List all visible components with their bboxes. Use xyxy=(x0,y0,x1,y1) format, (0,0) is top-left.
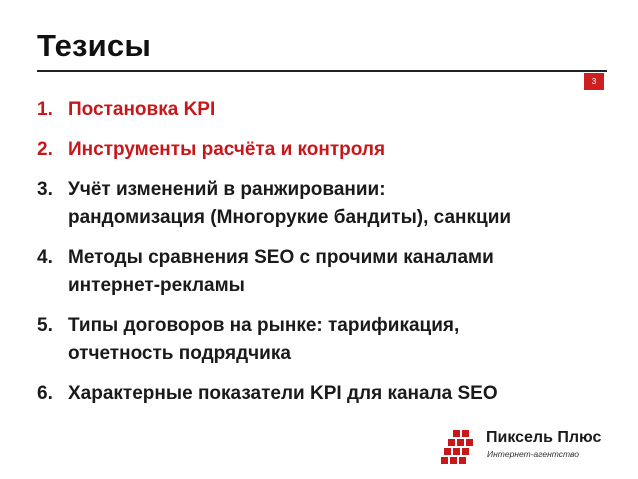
item-text-line: Методы сравнения SEO с прочими каналами xyxy=(68,247,494,268)
thesis-list xyxy=(37,96,607,420)
item-number: 3. xyxy=(37,179,53,200)
item-text-line: Инструменты расчёта и контроля xyxy=(68,139,386,160)
list-item xyxy=(37,312,607,368)
logo-name: Пиксель Плюс xyxy=(486,429,602,446)
title-divider xyxy=(37,70,607,72)
item-text-line: рандомизация (Многорукие бандиты), санкции xyxy=(68,207,512,228)
company-logo xyxy=(440,428,620,468)
list-item xyxy=(37,176,607,232)
item-text-line: интернет-рекламы xyxy=(68,275,245,296)
item-text xyxy=(68,380,607,408)
pixel-plus-logo-icon xyxy=(440,428,478,468)
list-item xyxy=(37,96,607,124)
item-text xyxy=(68,312,607,368)
list-item xyxy=(37,136,607,164)
item-number: 2. xyxy=(37,139,53,160)
item-text-line: Характерные показатели KPI для канала SEO xyxy=(68,383,498,404)
item-number: 5. xyxy=(37,315,53,336)
item-text xyxy=(68,136,607,164)
item-number: 4. xyxy=(37,247,53,268)
page-number-badge: 3 xyxy=(584,73,604,90)
item-text-line: Типы договоров на рынке: тарификация, xyxy=(68,315,460,336)
item-text-line: Постановка KPI xyxy=(68,99,216,120)
list-item xyxy=(37,380,607,408)
item-text-line: отчетность подрядчика xyxy=(68,343,291,364)
list-item xyxy=(37,244,607,300)
item-text xyxy=(68,176,607,232)
logo-tagline: Интернет-агентство xyxy=(487,449,580,459)
item-number: 1. xyxy=(37,99,53,120)
item-text-line: Учёт изменений в ранжировании: xyxy=(68,179,386,200)
item-text xyxy=(68,96,607,124)
item-text xyxy=(68,244,607,300)
item-number: 6. xyxy=(37,383,53,404)
slide-title: Тезисы xyxy=(37,28,152,63)
